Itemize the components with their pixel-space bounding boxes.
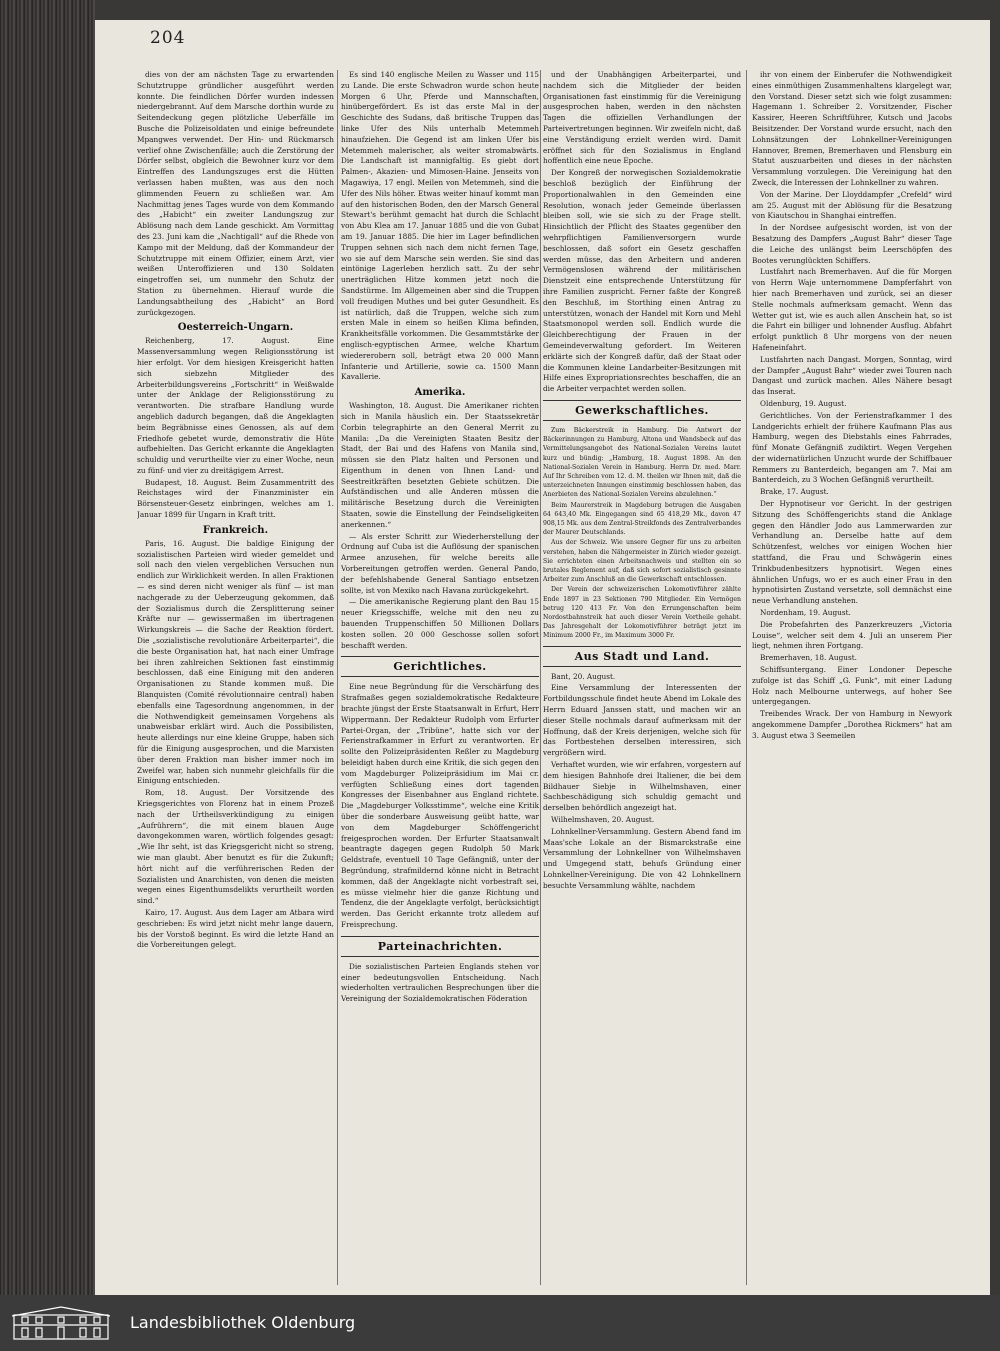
article-paragraph: Paris, 16. August. Die baldige Einigung der sozialistischen Parteien wird wieder gemeldet und soll nach den vielen vergeblichen Versuchen nun endlich zur Wirklichkeit werden. In allen Fraktionen — es sind deren nicht weniger als fünf — ist man nachgerade zu der Ueberzeugung gekommen, daß der Sozialismus durch die Zersplitterung seiner Kräfte nur — gewissermaßen im übertragenen Wirkungskreis — die Sache der Reaktion fördert. Die „sozialistische revolutionäre Arbeiterpartei“, die die beste Organisation hat, hat nach einer Umfrage bei ihren zahlreichen Sektionen fast einstimmig beschlossen, daß eine Einigung mit den anderen Organisationen zu Stande kommen muß. Die Blanquisten (Comité révolutionnaire central) haben ebenfalls eine Tagesordnung angenommen, in der die Nothwendigkeit gemeinsamen Vorgehens als unabweisbar erklärt wird. Auch die Possibilisten, heute allerdings nur eine kleine Gruppe, haben sich für die Einigung ausgesprochen, und die Marxisten über deren Fraktion man bisher immer noch im Zweifel war, haben sich nunmehr gleichfalls für die Einigung entschieden.: [137, 538, 334, 786]
article-paragraph: Von der Marine. Der Lloyddampfer „Crefeld“ wird am 25. August mit der Ablösung für die Besatzung von Kiautschou in Shanghai eintreffen.: [752, 189, 952, 221]
article-paragraph: Schiffsuntergang. Einer Londoner Depesche zufolge ist das Schiff „G. Funk“, mit einer Ladung Holz nach Melbourne unterwegs, auf hoher See untergegangen.: [752, 665, 952, 707]
article-paragraph: Es sind 140 englische Meilen zu Wasser und 115 zu Lande. Die erste Schwadron wurde schon heute Morgen 6 Uhr, Pferde und Mannschaften, hinübergefördert. Es ist das erste Mal in der Geschichte des Sudans, daß britische Truppen das linke Ufer des Nils unterhalb Metemmeh hinaufziehen. Die Gegend ist am linken Ufer bis Metemmeh malerischer, als weiter stromabwärts. Die Landschaft ist mannigfaltig. Es giebt dort Palmen-, Akazien- und Mimosen-Haine. Jenseits von Magawiya, 17 engl. Meilen von Metemmeh, sind die Ufer des Nils höher. Etwas weiter hinauf kommt man auf den historischen Boden, den der Marsch General Stewart's berühmt gemacht hat durch die Schlacht von Abu Klea am 17. Januar 1885 und die von Gubat am 19. Januar 1885. Die hier im Lager befindlichen Truppen sehnen sich nach dem nicht fernen Tage, wo sie auf dem Marsche sein werden. Sie sind das eintönige Lagerleben herzlich satt. Zu der sehr unerträglichen Hitze kommen jetzt noch die Sandstürme. Im Allgemeinen aber sind die Truppen voll freudigen Muthes und bei guter Gesundheit. Es ist natürlich, daß die Truppen, welche sich zum ersten Male in einem so heißen Klima befinden, Krankheitsfälle vorkommen. Die Gesammtstärke der englisch-egyptischen Armee, welche Khartum wiedererobern soll, beträgt etwa 20 000 Mann Infanterie und Artillerie, sowie ca. 1500 Mann Kavallerie.: [341, 70, 539, 382]
article-paragraph: Aus der Schweiz. Wie unsere Gegner für uns zu arbeiten verstehen, haben die Nähgermeister in Zürich wieder gezeigt. Sie errichteten einen Arbeitsnachweis und stellten ein so brutales Reglement auf, daß sich sofort sozialistisch gesinnte Arbeiter zum Anschluß an die Gewerkschaft entschlossen.: [543, 539, 741, 584]
library-name: Landesbibliothek Oldenburg: [130, 1313, 356, 1332]
column-rule: [746, 70, 747, 1285]
section-heading: Aus Stadt und Land.: [543, 646, 741, 667]
column-3: [543, 70, 741, 1285]
article-paragraph: Lohnkellner-Versammlung. Gestern Abend fand im Maas'sche Lokale an der Bismarckstraße eine Versammlung der Lohnkellner von Wilhelmshaven und Umgegend statt, behufs Gründung einer Lohnkellner-Vereinigung. Die von 42 Lohnkellnern besuchte Versammlung wählte, nachdem: [543, 826, 741, 890]
library-footer: [0, 1295, 1000, 1351]
article-paragraph: Der Hypnotiseur vor Gericht. In der gestrigen Sitzung des Schöffengerichts stand die Anklage gegen den Händler Jodo aus Lammerwarden zur Verhandlung an. Derselbe hatte auf dem Schützenfest, welches vor einigen Wochen hier stattfand, die Frau und Schwägerin eines Trinkbudenbesitzers hypnotisirt. Wegen eines ähnlichen Unfugs, wo er es auch einer Frau in den hypnotisirten Zustand versetzte, soll demnächst eine neue Verhandlung anstehen.: [752, 499, 952, 606]
article-paragraph: In der Nordsee aufgesischt worden, ist von der Besatzung des Dampfers „August Bahr“ dieser Tage die Leiche des unlängst beim Leerschöpfen des Bootes verunglückten Schiffers.: [752, 223, 952, 265]
article-paragraph: — Die amerikanische Regierung plant den Bau 15 neuer Kriegsschiffe, welche mit den neu zu bauenden Truppenschiffen 50 Millionen Dollars kosten sollen. 20 000 Geschosse sollen sofort beschafft werden.: [341, 597, 539, 650]
column-2: [341, 70, 539, 1285]
book-binding: [0, 0, 95, 1295]
article-paragraph: Wilhelmshaven, 20. August.: [551, 814, 655, 824]
article-paragraph: Beim Maurerstreik in Magdeburg betrugen die Ausgaben 64 643,40 Mk. Eingegangen sind 65 418,29 Mk., davon 47 908,15 Mk. aus dem Zentral-Streikfonds des Zentralverbandes der Maurer Deutschlands.: [543, 501, 741, 537]
article-paragraph: Lustfahrten nach Dangast. Morgen, Sonntag, wird der Dampfer „August Bahr“ wieder zwei Touren nach Dangast und zurück machen. Alles Nähere besagt das Inserat.: [752, 354, 952, 397]
article-paragraph: Verhaftet wurden, wie wir erfahren, vorgestern auf dem hiesigen Bahnhofe drei Italiener, die bei dem Bildhauer Siebje in Wilhelmshaven, einer Sachbeschädigung sich schuldig gemacht und derselben behördlich angezeigt hat.: [543, 759, 741, 813]
article-paragraph: Eine neue Begründung für die Verschärfung des Strafmaßes gegen sozialdemokratische Redakteure brachte jüngst der Erste Staatsanwalt in Erfurt, Herr Wippermann. Der Redakteur Rudolph vom Erfurter Partei-Organ, der „Tribüne“, hatte sich vor der Ferienstrafkammer in Erfurt zu verantworten. Er sollte den Polizeipräsidenten Reßler zu Magdeburg beleidigt haben durch eine Kritik, die sich gegen den vom Magdeburger Polizeipräsidium im Mai cr. verfügten Schließung eines dort tagenden Kongresses der Eisenbahner aus England richtete. Die „Magdeburger Volksstimme“, welche eine Kritik über die sonderbare Ausweisung geübt hatte, war von dem Magdeburger Schöffengericht freigesprochen worden. Der Erfurter Staatsanwalt beantragte dagegen gegen Rudolph 50 Mark Geldstrafe, eventuell 10 Tage Gefängniß, unter der Begründung, strafmildernd könne nicht in Betracht kommen, daß der Angeklagte nicht vorbestraft sei, es müsse vielmehr hier die ganze Richtung und Tendenz, die der Angeklagte verfolgt, berücksichtigt werden. Das Gericht erkannte trotz alledem auf Freisprechung.: [341, 682, 539, 929]
section-heading: Amerika.: [414, 387, 466, 399]
article-paragraph: Eine Versammlung der Interessenten der Fortbildungsschule findet heute Abend im Lokale des Herrn Eduard Janssen statt, und machen wir an dieser Stelle nochmals darauf aufmerksam mit der Hoffnung, daß der Kreis derjenigen, welche sich für das Fortbestehen derselben interessiren, sich vergrößern wird.: [543, 683, 741, 758]
article-paragraph: — Als erster Schritt zur Wiederherstellung der Ordnung auf Cuba ist die Auflösung der spanischen Armee anzusehen, für welche bereits alle Vorbereitungen getroffen werden. General Pando, der befehlshabende General Santiago entsetzen sollte, ist von Mexiko nach Havana zurückgekehrt.: [341, 531, 539, 595]
section-heading: Gerichtliches.: [341, 656, 539, 677]
article-paragraph: Nordenham, 19. August.: [760, 608, 851, 618]
article-paragraph: Reichenberg, 17. August. Eine Massenversammlung wegen Religionsstörung ist hier erfolgt. Vor dem hiesigen Kreisgericht hatten sich siebzehn Mitglieder des Arbeiterbildungsvereins „Fortschritt“ in Weißwalde unter der Anklage der Religionsstörung zu verantworten. Die strafbare Handlung wurde angeblich dadurch begangen, daß die Angeklagten beim Begräbnisse eines Genossen, als auf dem Friedhofe gebetet wurde, demonstrativ die Hüte aufbehielten. Das Gericht erkannte die Angeklagten schuldig und verurtheilte vier zu einer Woche, neun zu fünf- und vier zu dreitägigem Arrest.: [137, 336, 334, 475]
article-paragraph: Der Verein der schweizerischen Lokomotivführer zählte Ende 1897 in 23 Sektionen 790 Mitglieder. Ein Vermögen betrug 120 413 Fr. Von den Errungenschaften beim Nordostbahnstreik hat auch dieser Verein Vortheile gehabt. Das Jahresgehalt der Lokomotivführer beträgt jetzt im Minimum 2000 Fr., im Maximum 3000 Fr.: [543, 586, 741, 640]
article-paragraph: Bant, 20. August.: [551, 671, 616, 681]
section-heading: Oesterreich-Ungarn.: [177, 322, 294, 334]
section-heading: Frankreich.: [202, 524, 269, 536]
article-paragraph: Brake, 17. August.: [760, 487, 829, 497]
section-heading: Gewerkschaftliches.: [543, 400, 741, 421]
article-paragraph: Der Kongreß der norwegischen Sozialdemokratie beschloß bezüglich der Einführung der Proportionalwahlen in den Gemeinden eine Resolution, wonach jeder Gemeinde überlassen bleiben soll, wie sie sich zu der Frage stellt. Hinsichtlich der Pflicht des Staates gegenüber den wehrpflichtigen Familienversorgern wurde beschlossen, daß sofort ein Gesetz geschaffen werden müsse, das den Arbeitern und anderen Vermögenslosen während der militärischen Dienstzeit eine entsprechende Unterstützung für ihre Familien zuspricht. Ferner faßte der Kongreß den Beschluß, im Storthing einen Antrag zu unterstützen, wonach der Handel mit Korn und Mehl Staatsmonopol werden soll. Endlich wurde die Gleichberechtigung der Frauen in der Gemeindeverwaltung gefordert. Im Weiteren erklärte sich der Kongreß dafür, daß der Staat oder die Kommunen kleine Landarbeiter-Besitzungen mit Hilfe eines Expropriationsrechtes beschaffen, die an die Arbeiter verpachtet werden sollen.: [543, 168, 741, 394]
article-paragraph: Budapest, 18. August. Beim Zusammentritt des Reichstages wird der Finanzminister ein Börsensteuer-Gesetz einbringen, welches am 1. Januar 1899 für Ungarn in Kraft tritt.: [137, 477, 334, 520]
column-rule: [540, 70, 541, 1285]
page-number: 204: [150, 28, 186, 48]
article-paragraph: Treibendes Wrack. Der von Hamburg in Newyork angekommene Dampfer „Dorothea Rickmers“ hat am 3. August etwa 3 Seemeilen: [752, 709, 952, 740]
section-heading: Parteinachrichten.: [341, 936, 539, 957]
article-paragraph: Oldenburg, 19. August.: [760, 398, 847, 408]
article-paragraph: Rom, 18. August. Der Vorsitzende des Kriegsgerichtes von Florenz hat in einem Prozeß nach der Urtheilsverkündigung zu einigen „Aufrührern“, die mit einem blauen Auge davongekommen waren, wörtlich folgendes gesagt: „Wie Ihr seht, ist das Kriegsgericht nicht so streng, wie man glaubt. Aber benutzt es für die Zukunft; hört nicht auf die verführerischen Reden der Sozialisten und Anarchisten, von denen die meisten wegen eines Eigenthumsdelikts verurtheilt worden sind.“: [137, 788, 334, 906]
article-paragraph: Bremerhaven, 18. August.: [760, 653, 857, 663]
article-paragraph: Die sozialistischen Parteien Englands stehen vor einer bedeutungsvollen Entscheidung. Nach wiederholten vertraulichen Besprechungen über die Vereinigung der Sozialdemokratischen Föderation: [341, 961, 539, 1004]
article-paragraph: ihr von einem der Einberufer die Nothwendigkeit eines einmüthigen Zusammenhaltens klargelegt war, den Vorstand. Dieser setzt sich wie folgt zusammen: Hagemann 1. Schreiber 2. Vorsitzender, Fischer Kassirer, Heeren Schriftführer, Kutsch und Jacobs Beisitzender. Der Vorstand wurde ersucht, nach den Lohnsätzungen der Lohnkellner-Vereinigungen Hannover, Bremen, Bremerhaven und Flensburg ein Statut auszuarbeiten und dieses in der nächsten Versammlung vorzulegen. Die Vereinigung hat den Zweck, die Interessen der Lohnkellner zu wahren.: [752, 70, 952, 187]
article-paragraph: Gerichtliches. Von der Ferienstrafkammer I des Landgerichts erhielt der frühere Kaufmann Plas aus Hamburg, wegen des Diebstahls eines Fahrrades, fünf Monate Gefängniß zudiktirt. Wegen Vergehen der widernatürlichen Unzucht wurde der Schiffbauer Remmers zu Banterdeich, begangen am 7. Mai am Banterdeich, zu 3 Wochen Gefängniß verurtheilt.: [752, 410, 952, 485]
article-paragraph: Kairo, 17. August. Aus dem Lager am Atbara wird geschrieben: Es wird jetzt nicht mehr lange dauern, bis der Vorstoß beginnt. Es wird die letzte Hand an die Vorbereitungen gelegt.: [137, 907, 334, 950]
column-1: [137, 70, 334, 1285]
article-paragraph: Zum Bäckerstreik in Hamburg. Die Antwort der Bäckerinnungen zu Hamburg, Altona und Wandsbeck auf das Vermittelungsangebot des National-Sozialen Vereins lautet kurz und bündig: „Hamburg, 18. August 1898. An den National-Sozialen Verein in Hamburg. Herrn Dr. med. Marr. Auf Ihr Schreiben vom 12. d. M. theilen wir Ihnen mit, daß die unterzeichneten Innungen einstimmig beschlossen haben, das Anerbieten des National-Sozialen Vereins abzulehnen.“: [543, 426, 741, 499]
article-paragraph: dies von der am nächsten Tage zu erwartenden Schutztruppe gründlicher ausgeführt werden konnte. Die feindlichen Dörfer wurden indessen niedergebrannt. Auf dem Marsche dorthin wurde zu Seitendeckung gegen plötzliche Ueberfälle im Busche die Polizeisoldaten und einige befreundete Mpangwes verwendet. Der Hin- und Rückmarsch verlief ohne Zwischenfälle; auch die Zerstörung der Dörfer selbst, obgleich die Bewohner kurz vor dem Eintreffen des Landungszuges erst die Hütten verlassen haben mußten, was aus den noch glimmenden Feuern zu schließen war. Am Nachmittag jenes Tages wurde von dem Kommando des „Habicht“ ein zweiter Landungszug zur Ablösung nach dem Lande geschickt. Am Vormittag des 23. Juni kam die „Nachtigall“ auf die Rhede von Kampo mit der Meldung, daß der Kommandeur der Schutztruppe mit einem Offizier, einem Arzt, vier weißen Unteroffizieren und 130 Soldaten eingetroffen sei, um nunmehr den Schutz der Station zu übernehmen. Hierauf wurde die Landungsabtheilung des „Habicht“ an Bord zurückgezogen.: [137, 70, 334, 317]
article-paragraph: Die Probefahrten des Panzerkreuzers „Victoria Louise“, welcher seit dem 4. Juli an unserem Pier liegt, nehmen ihren Fortgang.: [752, 619, 952, 651]
article-paragraph: Lustfahrt nach Bremerhaven. Auf die für Morgen von Herrn Waje unternommene Dampferfahrt von hier nach Bremerhaven und zurück, sei an dieser Stelle nochmals aufmerksam gemacht. Wenn das Wetter gut ist, wie es auch allen Anschein hat, so ist die Fahrt ein billiger und lohnender Ausflug. Abfahrt erfolgt punktlich 8 Uhr morgens von der neuen Hafeneinfahrt.: [752, 267, 952, 352]
column-rule: [337, 70, 338, 1285]
column-4: [752, 70, 952, 1285]
article-paragraph: Washington, 18. August. Die Amerikaner richten sich in Manila häuslich ein. Der Staatssekretär Corbin telegraphirte an den General Merrit zu Manila: „Da die Vereinigten Staaten Besitz der Stadt, der Bai und des Hafens von Manila sind, müssen sie den Platz halten und Personen und Eigenthum in denen von Ihnen Land- und Seestreitkräften besetzten Gebiete schützen. Die Aufständischen und alle Anderen müssen die militärische Besetzung durch die Vereinigten Staaten, sowie die Einstellung der Feindseligkeiten anerkennen.“: [341, 401, 539, 529]
library-building-icon: [8, 1305, 114, 1341]
article-paragraph: und der Unabhängigen Arbeiterpartei, und nachdem sich die Mitglieder der beiden Organisationen fast einstimmig für die Vereinigung ausgesprochen haben, werden in den nächsten Tagen die offiziellen Verhandlungen der Parteivertretungen beginnen. Wir zweifeln nicht, daß eine Verständigung erzielt werden wird. Damit eröffnet sich für den Sozialismus in England hoffentlich eine neue Epoche.: [543, 70, 741, 166]
